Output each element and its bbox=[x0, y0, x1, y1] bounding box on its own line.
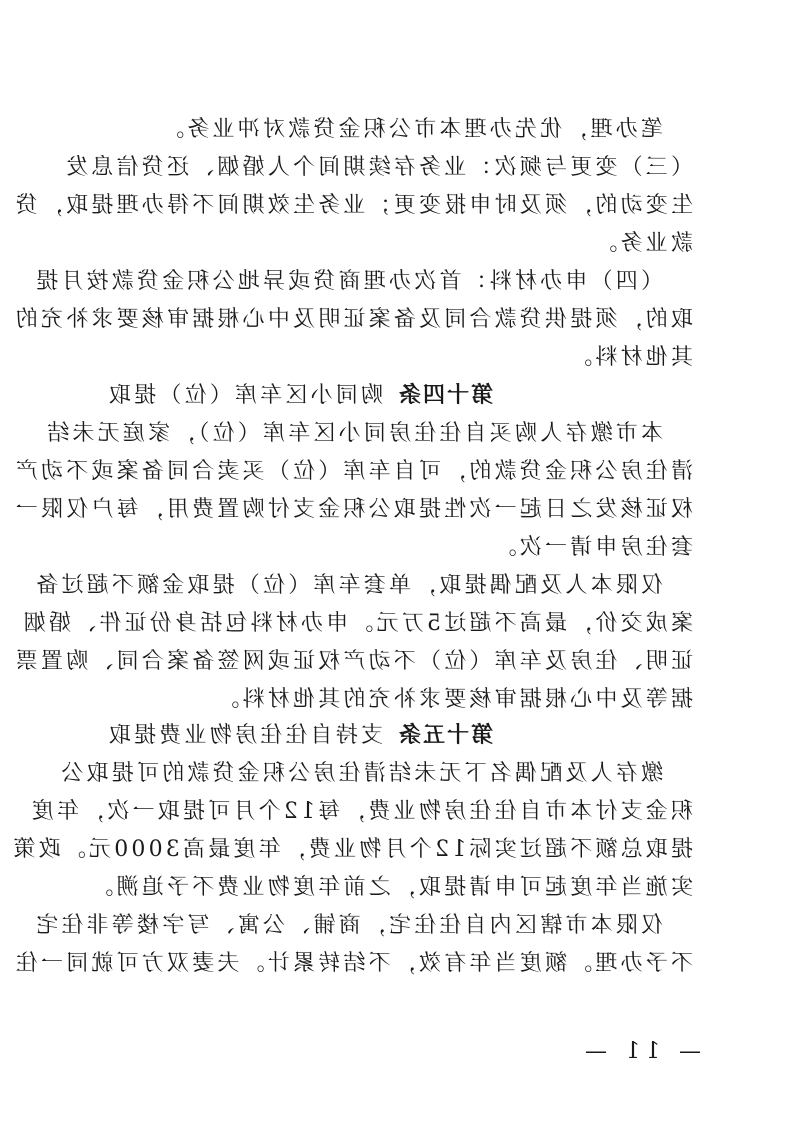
body-line: 据等及中心根据审核要求补充的其他材料。 bbox=[214, 687, 693, 712]
body-line: 生变动的，须及时申报变更；业务生效期间不得办理提取，贷 bbox=[12, 193, 693, 218]
body-line: （三）变更与频次：业务存续期间个人婚姻、还贷信息发 bbox=[62, 155, 693, 180]
body-line: 仅限本市辖区内自住住宅，商铺、公寓、写字楼等非住宅 bbox=[32, 913, 663, 938]
article-heading bbox=[98, 716, 493, 756]
body-line: 仅限本人及配偶提取，单套车库（位）提取金额不超过备 bbox=[32, 573, 663, 598]
body-line: 其他材料。 bbox=[566, 345, 693, 370]
body-line: 缴存人及配偶名下无未结清住房公积金贷款的可提取公 bbox=[58, 761, 663, 786]
body-line: 清住房公积金贷款的，可自车库（位）买卖合同备案或不动产 bbox=[12, 459, 693, 484]
article-heading bbox=[98, 376, 493, 416]
article-title: 支持自住住房物业费提取 bbox=[105, 723, 383, 748]
body-line: 证明、住房及车库（位）不动产权证或网签备案合同、购置票 bbox=[12, 649, 693, 674]
article-title: 购同小区车库（位）提取 bbox=[105, 383, 383, 408]
body-line: 取的，须提供贷款合同及备案证明及中心根据审核要求补充的 bbox=[12, 307, 693, 332]
body-line: （四）申办材料：首次办理商贷或异地公积金贷款按月提 bbox=[32, 269, 663, 294]
body-line: 案成交价，最高不超过5万元。申办材料包括身份证件、婚姻 bbox=[20, 611, 693, 636]
body-line: 套住房申请一次。 bbox=[491, 535, 693, 560]
body-line: 提取总额不超过实际12个月物业费，年度最高3000元。政策 bbox=[10, 837, 693, 862]
article-number: 第十五条 bbox=[396, 723, 493, 748]
body-line: 不予办理。额度当年有效，不结转累计。夫妻双方可就同一住 bbox=[12, 951, 693, 976]
body-line: 积金支付本市自住住房物业费，每12个月可提取一次，年度 bbox=[28, 799, 693, 824]
article-number: 第十四条 bbox=[396, 383, 493, 408]
body-line: 本市缴存人购买自住住房同小区车库（位），家庭无未结 bbox=[43, 421, 663, 446]
body-line: 权证核发之日起一次性提取公积金支付购置费用，每户仅限一 bbox=[12, 497, 693, 522]
body-line: 笔办理，优先办理本市公积金贷款对冲业务。 bbox=[158, 117, 663, 142]
body-line: 款业务。 bbox=[592, 231, 693, 256]
page-number: — 11 — bbox=[579, 1039, 701, 1064]
body-line: 实施当年度起可申请提取，之前年度物业费不予追溯。 bbox=[88, 875, 693, 900]
